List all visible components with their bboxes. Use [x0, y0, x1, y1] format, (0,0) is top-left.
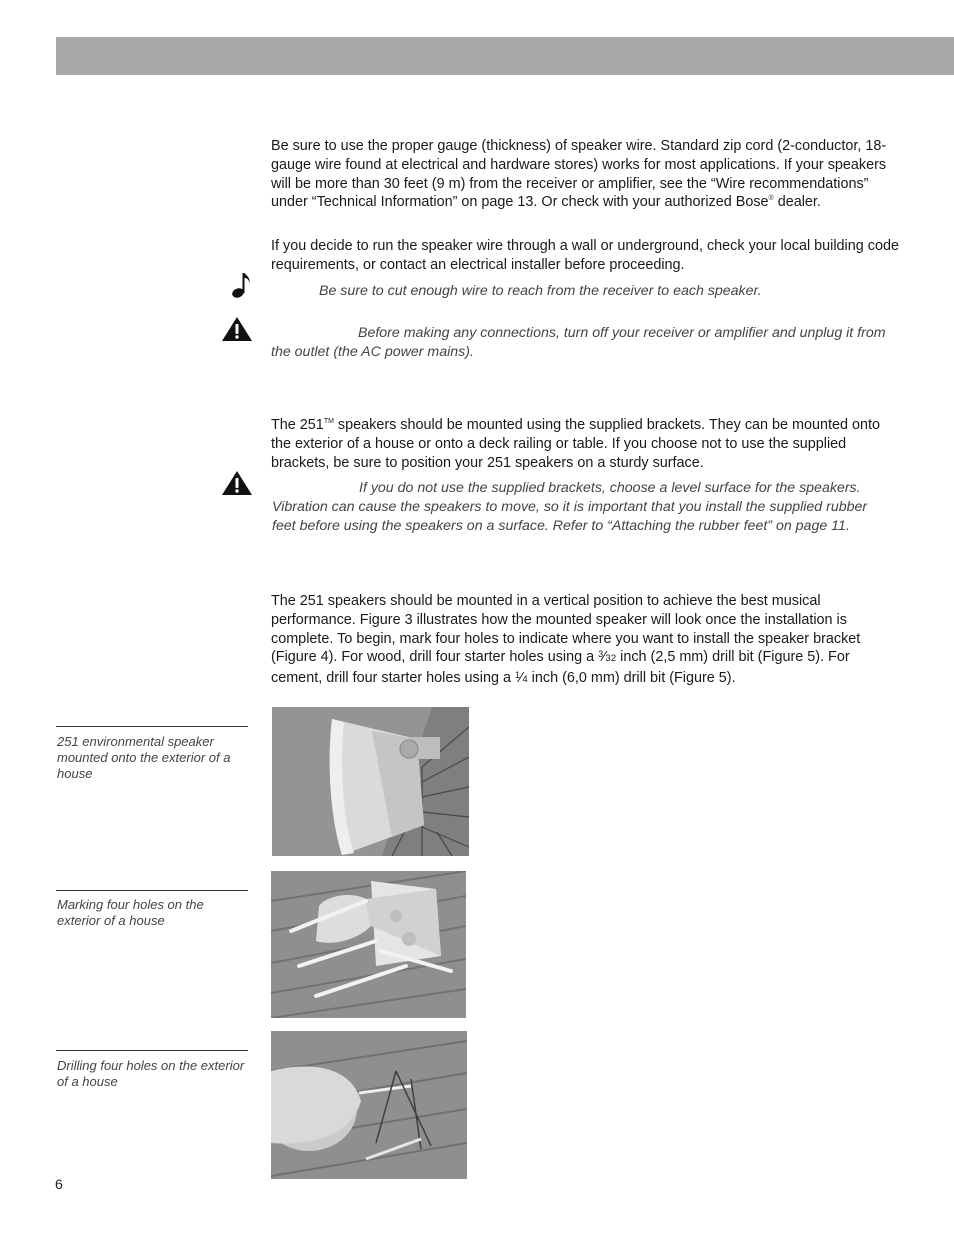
music-note-icon	[231, 270, 253, 305]
wire-gauge-paragraph: Be sure to use the proper gauge (thickness) of speaker wire. Standard zip cord (2-conductor, 18-gauge wire found at electrical and hardware stores) works for most applications. If your speakers will be more than 30 feet (9 m) from the receiver or amplifier, see the “Wire recommendations” under “Technical Information” on page 13. Or check with your authorized Bose® dealer.	[271, 138, 887, 211]
mounted-speaker-photo	[272, 707, 469, 861]
warning-triangle-icon	[221, 470, 253, 501]
header-bar	[56, 37, 954, 75]
page-number: 6	[55, 1176, 63, 1192]
wire-routing-paragraph: If you decide to run the speaker wire through a wall or underground, check your local building code requirements, or contact an electrical installer before proceeding.	[271, 238, 899, 273]
mounting-paragraph: The 251™ speakers should be mounted using the supplied brackets. They can be mounted onto the exterior of a house or onto a deck railing or table. If you choose not to use the supplied brackets, be sure to position your 251 speakers on a sturdy surface.	[271, 417, 881, 471]
drilling-holes-photo	[271, 1031, 467, 1184]
installation-paragraph: The 251 speakers should be mounted in a vertical position to achieve the best musical performance. Figure 3 illustrates how the mounted speaker will look once the installation is complete. To begin, mark four holes to indicate where you want to install the speaker bracket (Figure 4). For wood, drill four starter holes using a $^3$⁄32 inch (2,5 mm) drill bit (Figure 5). For cement, drill four starter holes using a $^1$⁄4 inch (6,0 mm) drill bit (Figure 5).	[271, 593, 861, 687]
mounting-caution: If you do not use the supplied brackets, choose a level surface for the speakers. Vibration can cause the speakers to move, so it is important that you install the supplied rubber feet before using the speakers on a surface. Refer to “Attaching the rubber feet” on page 11.	[272, 480, 868, 534]
wire-note: Be sure to cut enough wire to reach from the receiver to each speaker.	[319, 283, 762, 299]
caption-rule	[56, 890, 248, 891]
figure-caption: Drilling four holes on the exterior of a house	[57, 1058, 245, 1089]
caption-rule	[56, 1050, 248, 1051]
marking-holes-photo	[271, 871, 466, 1023]
warning-triangle-icon	[221, 316, 253, 347]
caption-rule	[56, 726, 248, 727]
wire-caution: Before making any connections, turn off your receiver or amplifier and unplug it from the outlet (the AC power mains).	[271, 325, 886, 360]
figure-caption: 251 environmental speaker mounted onto the exterior of a house	[57, 734, 231, 781]
figure-caption: Marking four holes on the exterior of a house	[57, 897, 204, 928]
